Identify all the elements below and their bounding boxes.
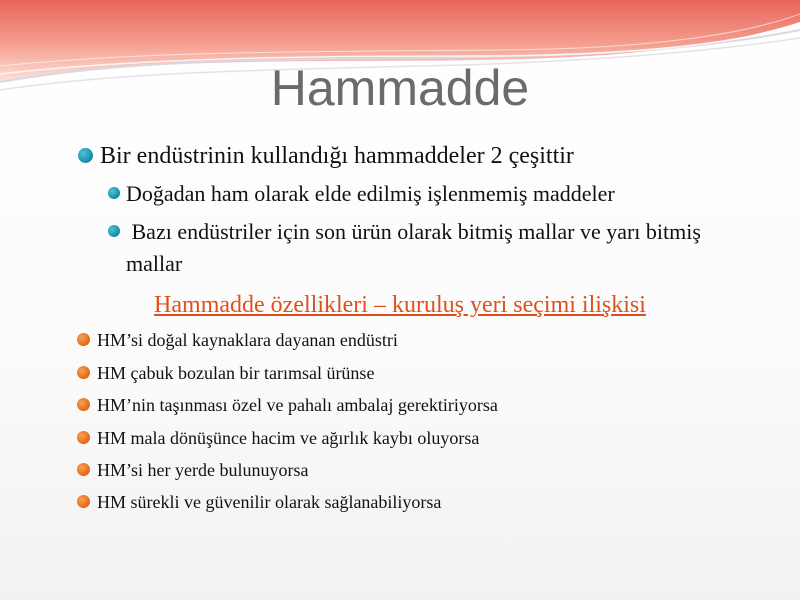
sub-bullet <box>108 178 728 210</box>
condition-text: HM sürekli ve güvenilir olarak sağlanabiliyorsa <box>97 492 442 512</box>
condition-text: HM’si doğal kaynaklara dayanan endüstri <box>97 330 398 350</box>
orange-bullet-icon <box>77 431 90 444</box>
slide-title: Hammadde <box>270 60 530 116</box>
sub-bullet <box>108 216 728 280</box>
teal-bullet-icon <box>108 187 120 199</box>
condition-text: HM mala dönüşünce hacim ve ağırlık kaybı oluyorsa <box>97 428 480 448</box>
orange-bullet-icon <box>77 398 90 411</box>
condition-item <box>77 362 374 384</box>
orange-bullet-icon <box>77 495 90 508</box>
condition-item <box>77 394 498 416</box>
condition-item <box>77 427 479 449</box>
teal-bullet-icon <box>108 225 120 237</box>
orange-bullet-icon <box>77 366 90 379</box>
condition-item <box>77 459 308 481</box>
orange-bullet-icon <box>77 333 90 346</box>
condition-item <box>77 491 441 513</box>
sub-bullet-text: Doğadan ham olarak elde edilmiş işlenmemiş maddeler <box>126 181 615 206</box>
sub-bullet-text: Bazı endüstriler için son ürün olarak bitmiş mallar ve yarı bitmiş mallar <box>126 219 707 276</box>
main-bullet-text: Bir endüstrinin kullandığı hammaddeler 2 çeşittir <box>100 143 574 169</box>
condition-item <box>77 329 398 351</box>
orange-bullet-icon <box>77 463 90 476</box>
main-bullet <box>78 142 574 170</box>
condition-text: HM’nin taşınması özel ve pahalı ambalaj gerektiriyorsa <box>97 395 498 415</box>
teal-bullet-icon <box>78 148 93 163</box>
condition-text: HM çabuk bozulan bir tarımsal ürünse <box>97 363 375 383</box>
condition-text: HM’si her yerde bulunuyorsa <box>97 460 309 480</box>
section-subtitle: Hammadde özellikleri – kuruluş yeri seçimi ilişkisi <box>154 292 646 318</box>
